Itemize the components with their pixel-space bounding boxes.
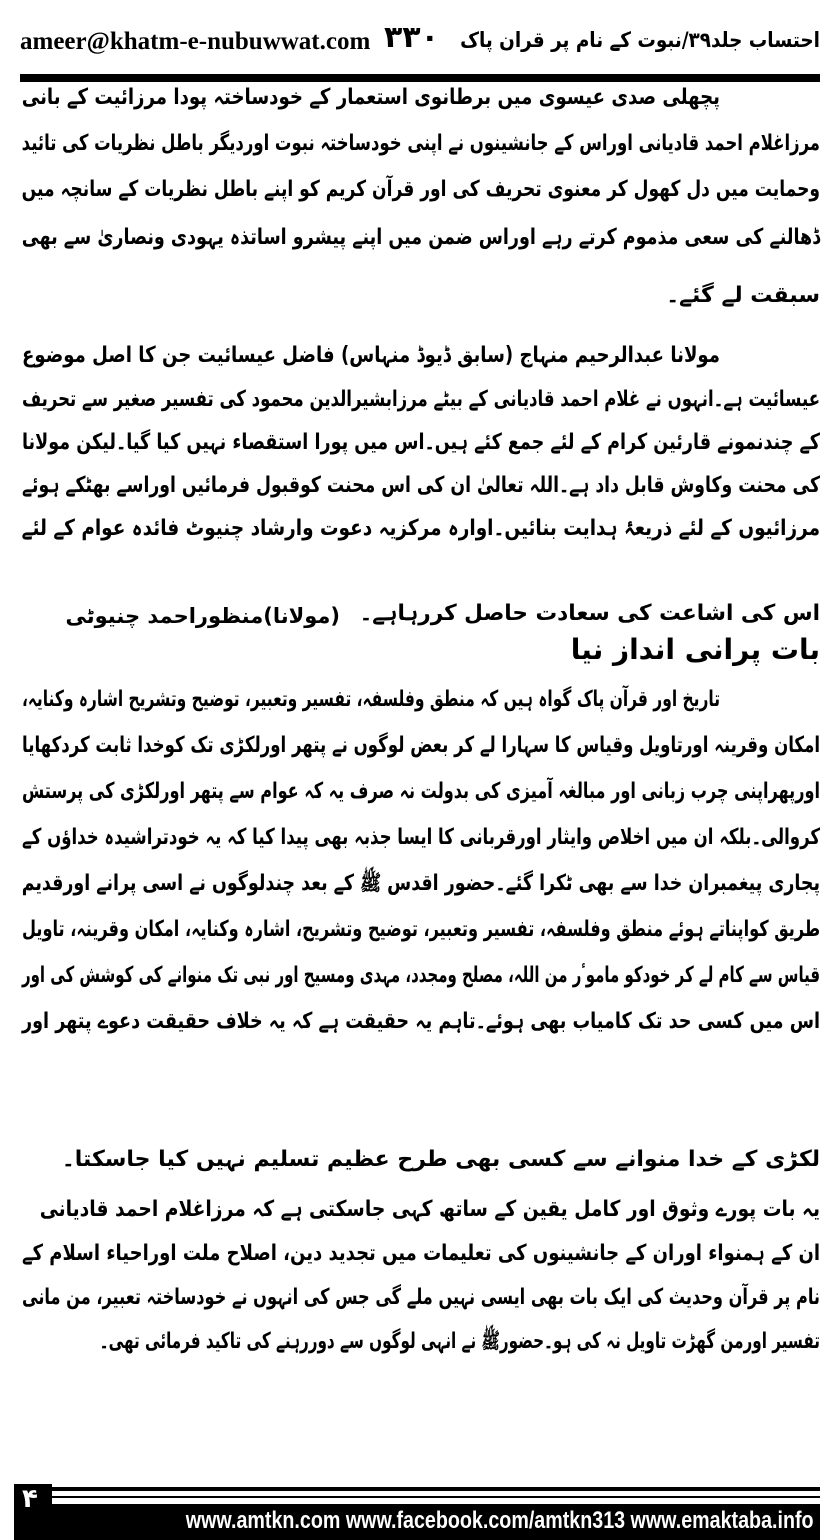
para2-line: عیسائیت ہے۔انہوں نے غلام احمد قادیانی کے بیٹے مرزابشیرالدین محمود کی تفسیر صغیر سے تحریف bbox=[21, 387, 820, 412]
para3-line: کروالی۔بلکہ ان میں اخلاص وایثار اورقربانی کا ایسا جذبہ بھی پیدا کیا کہ یہ خودتراشیدہ خداؤں کے bbox=[22, 825, 820, 850]
para3-line: لکڑی کے خدا منوانے سے کسی بھی طرح عظیم تسلیم نہیں کیا جاسکتا۔ bbox=[61, 1147, 820, 1172]
para4-line: نام پر قرآن وحدیث کی ایک بات بھی ایسی نہیں ملے گی جس کی انہوں نے خودساختہ تعبیر، من مانی bbox=[22, 1285, 820, 1310]
para3-line: تاریخ اور قرآن پاک گواہ ہیں کہ منطق وفلسفہ، تفسیر وتعبیر، توضیح وتشریح اشارہ وکنایہ، bbox=[22, 687, 720, 712]
para2-line: مرزائیوں کے لئے ذریعۂ ہدایت بنائیں۔اوارہ مرکزیہ دعوت وارشاد چنیوٹ فائدہ عوام کے لئے bbox=[21, 516, 821, 541]
header-book-title: احتساب جلد۳۹/نبوت کے نام پر قران پاک bbox=[460, 28, 820, 52]
para4-line: تفسیر اورمن گھڑت تاویل نہ کی ہو۔حضورﷺ نے انہی لوگوں سے دوررہنے کی تاکید فرمائی تھی۔ bbox=[99, 1329, 821, 1354]
para4-line: ان کے ہمنواء اوران کے جانشینوں کی تعلیمات میں تجدید دین، اصلاح ملت اوراحیاء اسلام کے bbox=[22, 1241, 820, 1266]
footer-rule bbox=[50, 1496, 820, 1498]
para3-line: امکان وقرینہ اورتاویل وقیاس کا سہارا لے کر بعض لوگوں نے پتھر اورلکڑی تک کوخدا ثابت کردکھایا bbox=[22, 733, 820, 758]
para2-line: کی محنت وکاوش قابل داد ہے۔اللہ تعالیٰ ان کی اس محنت کوقبول فرمائیں اوراسے بھٹکے ہوئے bbox=[21, 473, 820, 498]
para4-line: یہ بات پورے وثوق اور کامل یقین کے ساتھ کہی جاسکتی ہے کہ مرزاغلام احمد قادیانی bbox=[39, 1197, 821, 1222]
header-email: ameer@khatm-e-nubuwwat.com bbox=[20, 28, 371, 55]
para1-line: ڈھالنے کی سعی مذموم کرتے رہے اوراس ضمن میں اپنے پیشرو اساتذہ یہودی ونصاریٰ سے بھی bbox=[21, 225, 820, 250]
footer-page-number: ۴ bbox=[22, 1484, 38, 1514]
signature: (مولانا)منظوراحمد چنیوٹی bbox=[65, 604, 340, 628]
para3-line: طریق کواپناتے ہوئے منطق وفلسفہ، تفسیر وتعبیر، توضیح وتشریح، اشارہ وکنایہ، امکان وقرینہ، تاویل bbox=[22, 917, 820, 942]
para1-line: وحمایت میں دل کھول کر معنوی تحریف کی اور قرآن کریم کو اپنے باطل نظریات کے سانچہ میں bbox=[21, 177, 821, 202]
para3-line: پجاری پیغمبران خدا سے بھی ٹکرا گئے۔حضور اقدس ﷺ کے بعد چندلوگوں نے اسی پرانے اورقدیم bbox=[21, 871, 821, 896]
para1-line: پچھلی صدی عیسوی میں برطانوی استعمار کے خودساختہ پودا مرزائیت کے بانی bbox=[21, 85, 720, 110]
section-heading: بات پرانی انداز نیا bbox=[570, 633, 820, 666]
para1-line: مرزاغلام احمد قادیانی اوراس کے جانشینوں نے اپنی خودساختہ نبوت اوردیگر باطل نظریات کی تائید bbox=[21, 131, 820, 156]
para1-line: سبقت لے گئے۔ bbox=[666, 283, 820, 308]
header-page-number: ۳۳۰ bbox=[384, 20, 439, 55]
para2-line: اس کی اشاعت کی سعادت حاصل کررہاہے۔ bbox=[359, 601, 820, 626]
para3-line: قیاس سے کام لے کر خودکو ماموٴر من اللہ، مصلح ومجدد، مہدی ومسیح اور نبی تک منوانے کی کوشش کی اور bbox=[21, 963, 820, 988]
para2-line: کے چندنمونے قارئین کرام کے لئے جمع کئے ہیں۔اس میں پورا استقصاء نہیں کیا گیا۔لیکن مولانا bbox=[21, 430, 821, 455]
footer-rule bbox=[50, 1487, 820, 1491]
para3-line: اس میں کسی حد تک کامیاب بھی ہوئے۔تاہم یہ حقیقت ہے کہ یہ خلاف حقیقت دعوے پتھر اور bbox=[22, 1009, 820, 1034]
footer-urls: www.amtkn.com www.facebook.com/amtkn313 www.emaktaba.info bbox=[186, 1507, 814, 1534]
para3-line: اورپھراپنی چرب زبانی اور مبالغہ آمیزی کی بدولت نہ صرف یہ کہ عوام سے پتھر اورلکڑی کی پرستش bbox=[22, 779, 820, 804]
para2-line: مولانا عبدالرحیم منہاج (سابق ڈیوڈ منہاس) فاضل عیسائیت جن کا اصل موضوع bbox=[22, 343, 720, 368]
